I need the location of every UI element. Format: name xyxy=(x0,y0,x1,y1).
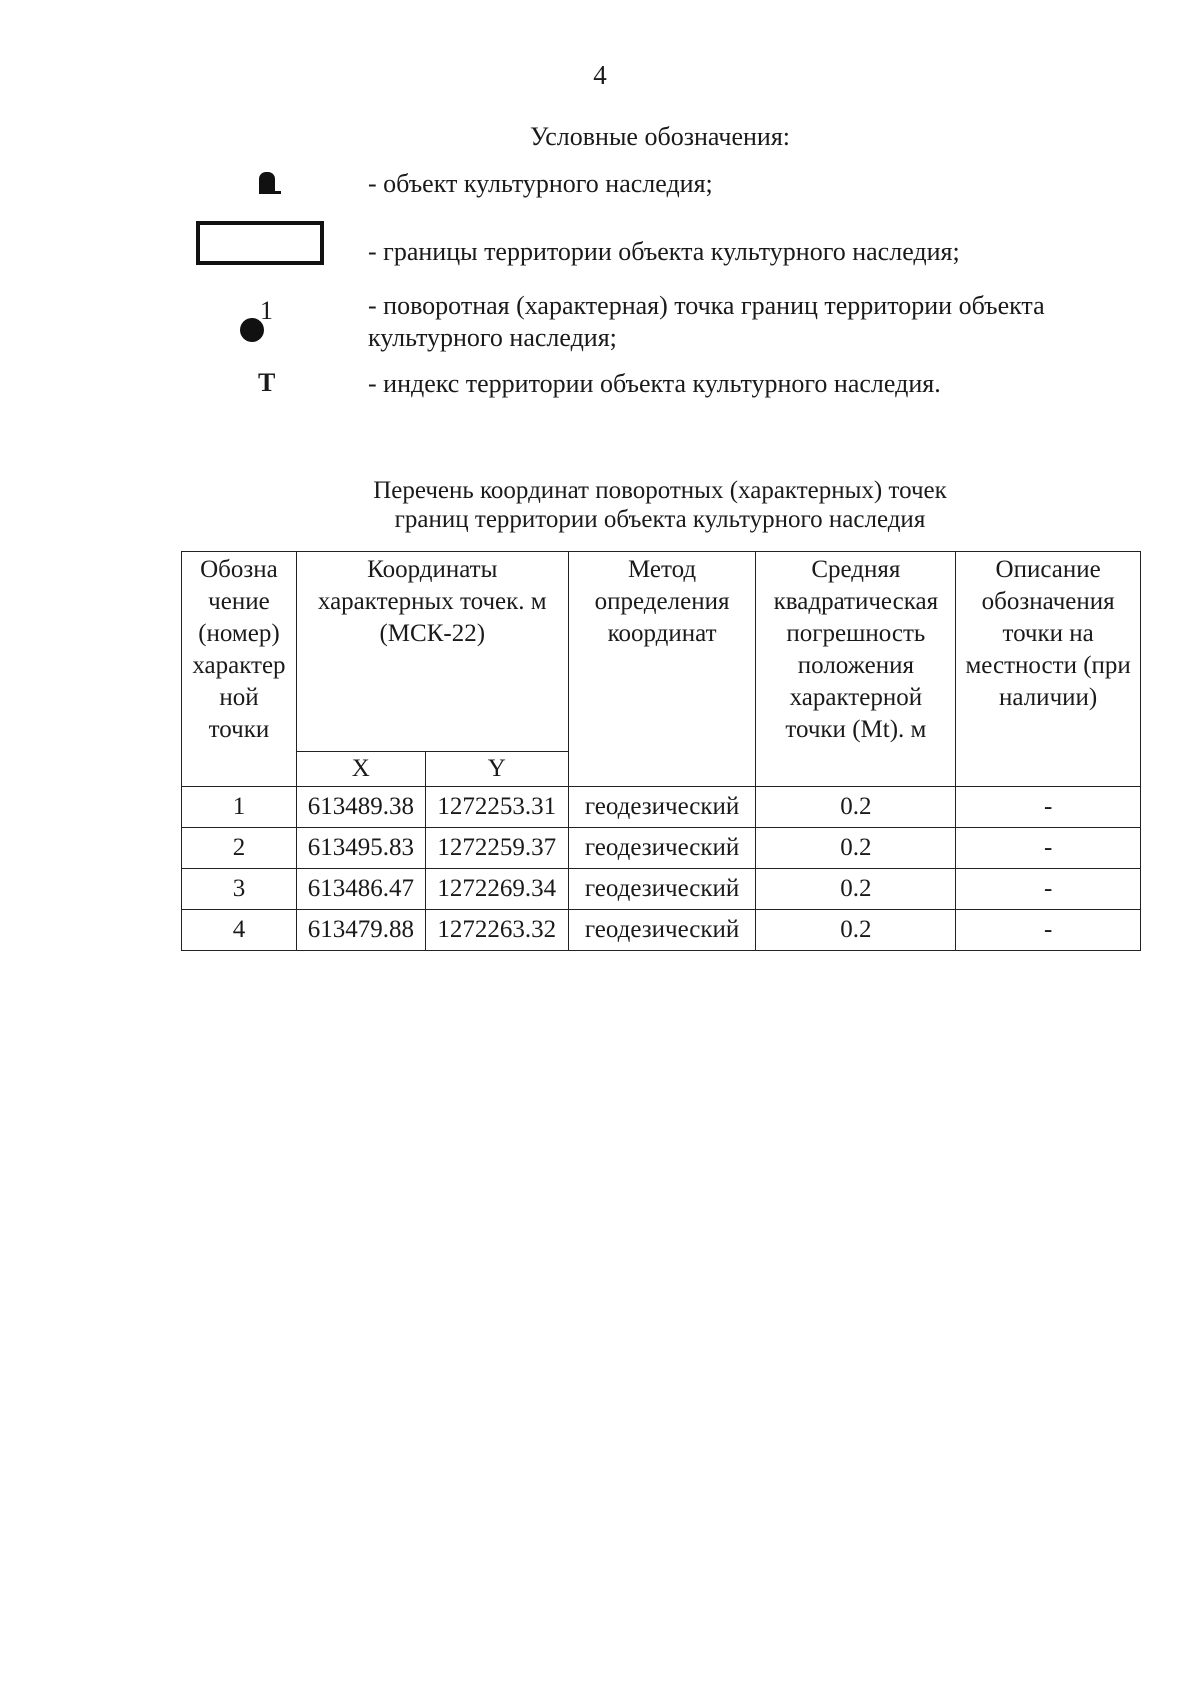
territory-index-icon: Т xyxy=(258,368,276,397)
header-coordinates: Координаты характерных точек. м (МСК-22) xyxy=(296,552,568,752)
header-method: Метод определения координат xyxy=(568,552,756,787)
cell-y: 1272263.32 xyxy=(425,910,568,951)
table-row xyxy=(182,787,1141,828)
table-row xyxy=(182,869,1141,910)
cell-description: - xyxy=(956,787,1141,828)
table-title xyxy=(0,476,1200,534)
legend-item-heritage-object: - объект культурного наследия; xyxy=(368,169,713,198)
cell-method: геодезический xyxy=(568,787,756,828)
cell-x: 613479.88 xyxy=(296,910,425,951)
legend-item-turning-point: - поворотная (характерная) точка границ территории объекта культурного наследия; xyxy=(368,291,1045,352)
cell-method: геодезический xyxy=(568,910,756,951)
cell-error: 0.2 xyxy=(756,828,956,869)
table-title-line-1: Перечень координат поворотных (характерных) точек xyxy=(373,477,947,504)
cell-description: - xyxy=(956,910,1141,951)
cell-point-number: 2 xyxy=(182,828,297,869)
territory-boundary-icon xyxy=(196,221,324,265)
coordinates-table xyxy=(181,551,1141,951)
cell-method: геодезический xyxy=(568,828,756,869)
cell-y: 1272259.37 xyxy=(425,828,568,869)
legend-item-territory-boundary: - границы территории объекта культурного наследия; xyxy=(368,237,960,266)
cell-description: - xyxy=(956,869,1141,910)
cell-point-number: 1 xyxy=(182,787,297,828)
table-title-line-2: границ территории объекта культурного наследия xyxy=(394,506,926,533)
header-description: Описание обозначения точки на местности (при наличии) xyxy=(956,552,1141,787)
cell-y: 1272269.34 xyxy=(425,869,568,910)
turning-point-icon-label: 1 xyxy=(260,296,273,325)
cell-error: 0.2 xyxy=(756,910,956,951)
header-designation: Обозна чение (номер) характер ной точки xyxy=(182,552,297,787)
table-row xyxy=(182,910,1141,951)
cell-y: 1272253.31 xyxy=(425,787,568,828)
legend-title: Условные обозначения: xyxy=(529,122,791,151)
cell-description: - xyxy=(956,828,1141,869)
cell-error: 0.2 xyxy=(756,869,956,910)
table-row xyxy=(182,828,1141,869)
page-number: 4 xyxy=(593,60,607,90)
cell-x: 613489.38 xyxy=(296,787,425,828)
heritage-object-icon xyxy=(259,172,275,194)
cell-point-number: 3 xyxy=(182,869,297,910)
cell-point-number: 4 xyxy=(182,910,297,951)
legend-item-territory-index: - индекс территории объекта культурного наследия. xyxy=(368,369,941,398)
header-y: Y xyxy=(425,752,568,787)
header-error: Средняя квадратическая погрешность положения характерной точки (Mt). м xyxy=(756,552,956,787)
cell-x: 613495.83 xyxy=(296,828,425,869)
cell-error: 0.2 xyxy=(756,787,956,828)
header-x: X xyxy=(296,752,425,787)
cell-x: 613486.47 xyxy=(296,869,425,910)
cell-method: геодезический xyxy=(568,869,756,910)
